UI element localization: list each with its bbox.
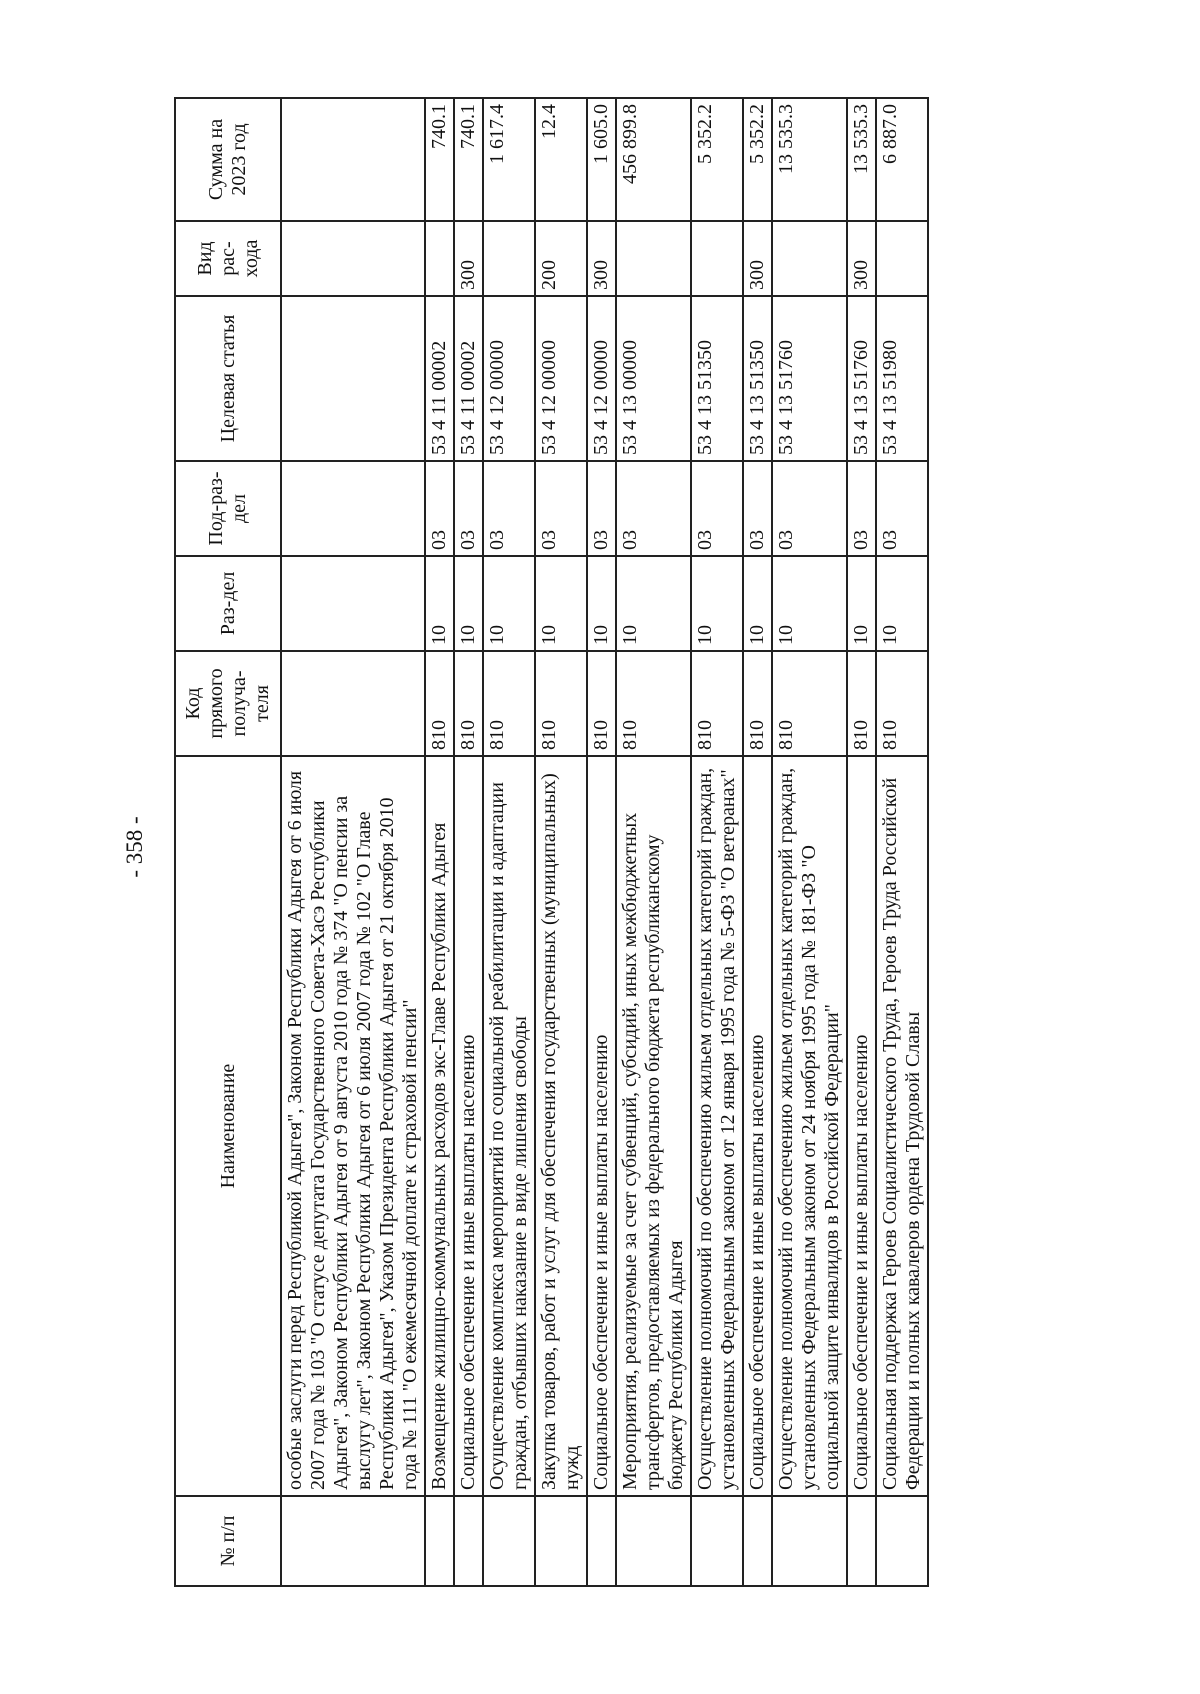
cell-name: Закупка товаров, работ и услуг для обеспечения государственных (муниципальных) нужд — [535, 756, 587, 1496]
cell-recipient: 810 — [454, 651, 483, 756]
cell-article: 53 4 13 51350 — [691, 296, 743, 461]
cell-sum: 740.1 — [454, 98, 483, 221]
cell-section: 10 — [847, 556, 876, 651]
cell-expense: 300 — [743, 221, 772, 296]
cell-sum: 6 887.0 — [876, 98, 928, 221]
table-row — [535, 98, 587, 1586]
cell-article: 53 4 12 00000 — [535, 296, 587, 461]
table-row — [691, 98, 743, 1586]
header-row — [175, 98, 281, 1586]
cell-subsection: 03 — [743, 461, 772, 556]
cell-article: 53 4 13 51760 — [847, 296, 876, 461]
page-number: - 358 - — [122, 816, 147, 878]
header-article: Целевая статья — [175, 296, 281, 461]
cell-recipient: 810 — [483, 651, 535, 756]
cell-section: 10 — [587, 556, 616, 651]
cell-sum: 5 352.2 — [691, 98, 743, 221]
table-row — [587, 98, 616, 1586]
cell-sum: 13 535.3 — [847, 98, 876, 221]
header-expense: Вид рас-хода — [175, 221, 281, 296]
header-section: Раз-дел — [175, 556, 281, 651]
cell-name: Мероприятия, реализуемые за счет субвенций, субсидий, иных межбюджетных трансфертов, предоставляемых из федерального бюджета республиканскому бюджету Республики Адыгея — [616, 756, 691, 1496]
cell-name: Осуществление полномочий по обеспечению жильем отдельных категорий граждан, установленных Федеральным законом от 12 января 1995 года № 5-ФЗ "О ветеранах" — [691, 756, 743, 1496]
cell-subsection: 03 — [772, 461, 847, 556]
cell-article: 53 4 11 00002 — [454, 296, 483, 461]
cell-recipient: 810 — [772, 651, 847, 756]
header-num: № п/п — [175, 1496, 281, 1586]
header-sum: Сумма на 2023 год — [175, 98, 281, 221]
cell-sum: 740.1 — [425, 98, 454, 221]
cell-sum — [281, 98, 425, 221]
cell-recipient: 810 — [876, 651, 928, 756]
cell-sum: 5 352.2 — [743, 98, 772, 221]
cell-num — [454, 1496, 483, 1586]
cell-name: Осуществление комплекса мероприятий по социальной реабилитации и адаптации граждан, отбывших наказание в виде лишения свободы — [483, 756, 535, 1496]
cell-expense — [616, 221, 691, 296]
cell-expense — [772, 221, 847, 296]
cell-recipient: 810 — [587, 651, 616, 756]
cell-name: Социальное обеспечение и иные выплаты населению — [743, 756, 772, 1496]
cell-num — [281, 1496, 425, 1586]
cell-subsection: 03 — [535, 461, 587, 556]
cell-expense — [483, 221, 535, 296]
cell-article: 53 4 13 51350 — [743, 296, 772, 461]
cell-num — [847, 1496, 876, 1586]
cell-recipient: 810 — [847, 651, 876, 756]
cell-subsection: 03 — [425, 461, 454, 556]
cell-name: Социальная поддержка Героев Социалистического Труда, Героев Труда Российской Федерации и полных кавалеров ордена Трудовой Славы — [876, 756, 928, 1496]
cell-num — [425, 1496, 454, 1586]
header-recipient: Код прямого получа-теля — [175, 651, 281, 756]
cell-recipient: 810 — [616, 651, 691, 756]
cell-section: 10 — [616, 556, 691, 651]
cell-section: 10 — [743, 556, 772, 651]
table-row — [483, 98, 535, 1586]
cell-subsection — [281, 461, 425, 556]
cell-sum: 456 899.8 — [616, 98, 691, 221]
table-row — [281, 98, 425, 1586]
cell-subsection: 03 — [616, 461, 691, 556]
table-row — [876, 98, 928, 1586]
cell-expense — [281, 221, 425, 296]
cell-section: 10 — [772, 556, 847, 651]
table-row — [847, 98, 876, 1586]
cell-name: Социальное обеспечение и иные выплаты населению — [454, 756, 483, 1496]
cell-num — [616, 1496, 691, 1586]
cell-article: 53 4 11 00002 — [425, 296, 454, 461]
cell-section: 10 — [425, 556, 454, 651]
cell-expense: 300 — [847, 221, 876, 296]
cell-subsection: 03 — [483, 461, 535, 556]
cell-recipient: 810 — [535, 651, 587, 756]
cell-name: Социальное обеспечение и иные выплаты населению — [847, 756, 876, 1496]
cell-recipient — [281, 651, 425, 756]
table-row — [425, 98, 454, 1586]
cell-recipient: 810 — [691, 651, 743, 756]
cell-subsection: 03 — [876, 461, 928, 556]
cell-subsection: 03 — [691, 461, 743, 556]
cell-expense: 300 — [587, 221, 616, 296]
cell-name: Социальное обеспечение и иные выплаты населению — [587, 756, 616, 1496]
cell-num — [876, 1496, 928, 1586]
header-name: Наименование — [175, 756, 281, 1496]
cell-subsection: 03 — [587, 461, 616, 556]
cell-num — [772, 1496, 847, 1586]
cell-section: 10 — [876, 556, 928, 651]
cell-name: Возмещение жилищно-коммунальных расходов экс-Главе Республики Адыгея — [425, 756, 454, 1496]
cell-sum: 1 605.0 — [587, 98, 616, 221]
cell-subsection: 03 — [454, 461, 483, 556]
table-row — [743, 98, 772, 1586]
cell-section: 10 — [691, 556, 743, 651]
cell-section: 10 — [535, 556, 587, 651]
header-subsection: Под-раз-дел — [175, 461, 281, 556]
cell-expense — [691, 221, 743, 296]
cell-article: 53 4 13 51980 — [876, 296, 928, 461]
cell-num — [743, 1496, 772, 1586]
cell-sum: 1 617.4 — [483, 98, 535, 221]
cell-article: 53 4 12 00000 — [483, 296, 535, 461]
cell-article: 53 4 13 51760 — [772, 296, 847, 461]
cell-name: Осуществление полномочий по обеспечению жильем отдельных категорий граждан, установленных Федеральным законом от 24 ноября 1995 года № 181-ФЗ "О социальной защите инвалидов в Российской Федерации" — [772, 756, 847, 1496]
cell-num — [691, 1496, 743, 1586]
rotated-page — [100, 67, 1100, 1627]
cell-subsection: 03 — [847, 461, 876, 556]
cell-expense: 300 — [454, 221, 483, 296]
table-row — [454, 98, 483, 1586]
cell-expense: 200 — [535, 221, 587, 296]
cell-article: 53 4 13 00000 — [616, 296, 691, 461]
cell-name: особые заслуги перед Республикой Адыгея", Законом Республики Адыгея от 6 июля 2007 года № 103 "О статусе депутата Государственного Совета-Хасэ Республики Адыгея", Законом Республики Адыгея от 9 августа 2010 года № 374 "О пенсии за выслугу лет", Законом Республики Адыгея от 6 июля 2007 года № 102 "О Главе Республики Адыгея", Указом Президента Республики Адыгея от 21 октября 2010 года № 111 "О ежемесячной доплате к страховой пенсии" — [281, 756, 425, 1496]
cell-recipient: 810 — [425, 651, 454, 756]
cell-expense — [425, 221, 454, 296]
cell-article: 53 4 12 00000 — [587, 296, 616, 461]
cell-section: 10 — [454, 556, 483, 651]
table-body — [281, 98, 928, 1586]
cell-expense — [876, 221, 928, 296]
table-row — [616, 98, 691, 1586]
cell-num — [483, 1496, 535, 1586]
table-row — [772, 98, 847, 1586]
cell-section: 10 — [483, 556, 535, 651]
cell-section — [281, 556, 425, 651]
budget-table — [174, 97, 929, 1587]
cell-recipient: 810 — [743, 651, 772, 756]
cell-num — [535, 1496, 587, 1586]
cell-sum: 12.4 — [535, 98, 587, 221]
cell-sum: 13 535.3 — [772, 98, 847, 221]
cell-article — [281, 296, 425, 461]
cell-num — [587, 1496, 616, 1586]
